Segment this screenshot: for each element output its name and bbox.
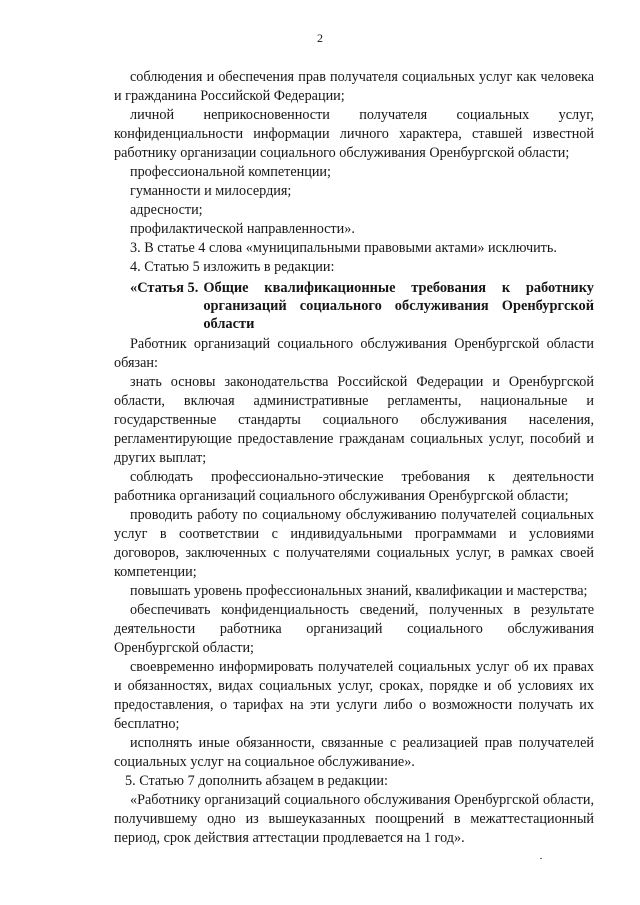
amendment-item-3: 3. В статье 4 слова «муниципальными правовыми актами» исключить. [130,240,557,256]
article-title: Общие квалификационные требования к работнику организаций социального обслуживания Оренбургской области [203,280,594,332]
duty-item: знать основы законодательства Российской Федерации и Оренбургской области, включая административные регламенты, национальные и государственные стандарты социального обслуживания населения, регламентирующие предоставление гражданам социальных услуг, пособий и других выплат; [114,374,594,466]
duty-item: проводить работу по социальному обслуживанию получателей социальных услуг в соответствии с индивидуальными программами и условиями договоров, заключенных с получателями социальных услуг, в рамках своей компетенции; [114,507,594,580]
paragraph: соблюдения и обеспечения прав получателя социальных услуг как человека и гражданина Российской Федерации; [114,69,594,104]
paragraph: Работник организаций социального обслуживания Оренбургской области обязан: [114,336,594,371]
scan-mark [540,858,542,859]
duty-item: своевременно информировать получателей социальных услуг об их правах и обязанностях, видах социальных услуг, сроках, порядке и об условиях их предоставления, о тарифах на эти услуги либо о возможности получать их бесплатно; [114,659,594,732]
article-heading [114,279,594,333]
list-item: профилактической направленности». [130,221,355,237]
duty-item: обеспечивать конфиденциальность сведений, полученных в результате деятельности работника организаций социального обслуживания Оренбургской области; [114,602,594,656]
duty-item: исполнять иные обязанности, связанные с реализацией прав получателей социальных услуг на социальное обслуживание». [114,735,594,770]
list-item: адресности; [130,202,203,218]
paragraph: личной неприкосновенности получателя социальных услуг, конфиденциальности информации личного характера, ставшей известной работнику организации социального обслуживания Оренбургской области; [114,107,594,161]
amendment-item-4: 4. Статью 5 изложить в редакции: [130,259,335,275]
document-body [114,68,594,848]
amendment-item-5: 5. Статью 7 дополнить абзацем в редакции: [125,773,388,789]
list-item: гуманности и милосердия; [130,183,292,199]
page-number: 2 [317,31,323,45]
article-number: «Статья 5. [130,280,199,296]
duty-item: соблюдать профессионально-этические требования к деятельности работника организаций социального обслуживания Оренбургской области; [114,469,594,504]
duty-item: повышать уровень профессиональных знаний, квалификации и мастерства; [130,583,588,599]
paragraph: «Работнику организаций социального обслуживания Оренбургской области, получившему одно из вышеуказанных поощрений в межаттестационный период, срок действия аттестации продлевается на 1 год». [114,792,594,846]
list-item: профессиональной компетенции; [130,164,331,180]
